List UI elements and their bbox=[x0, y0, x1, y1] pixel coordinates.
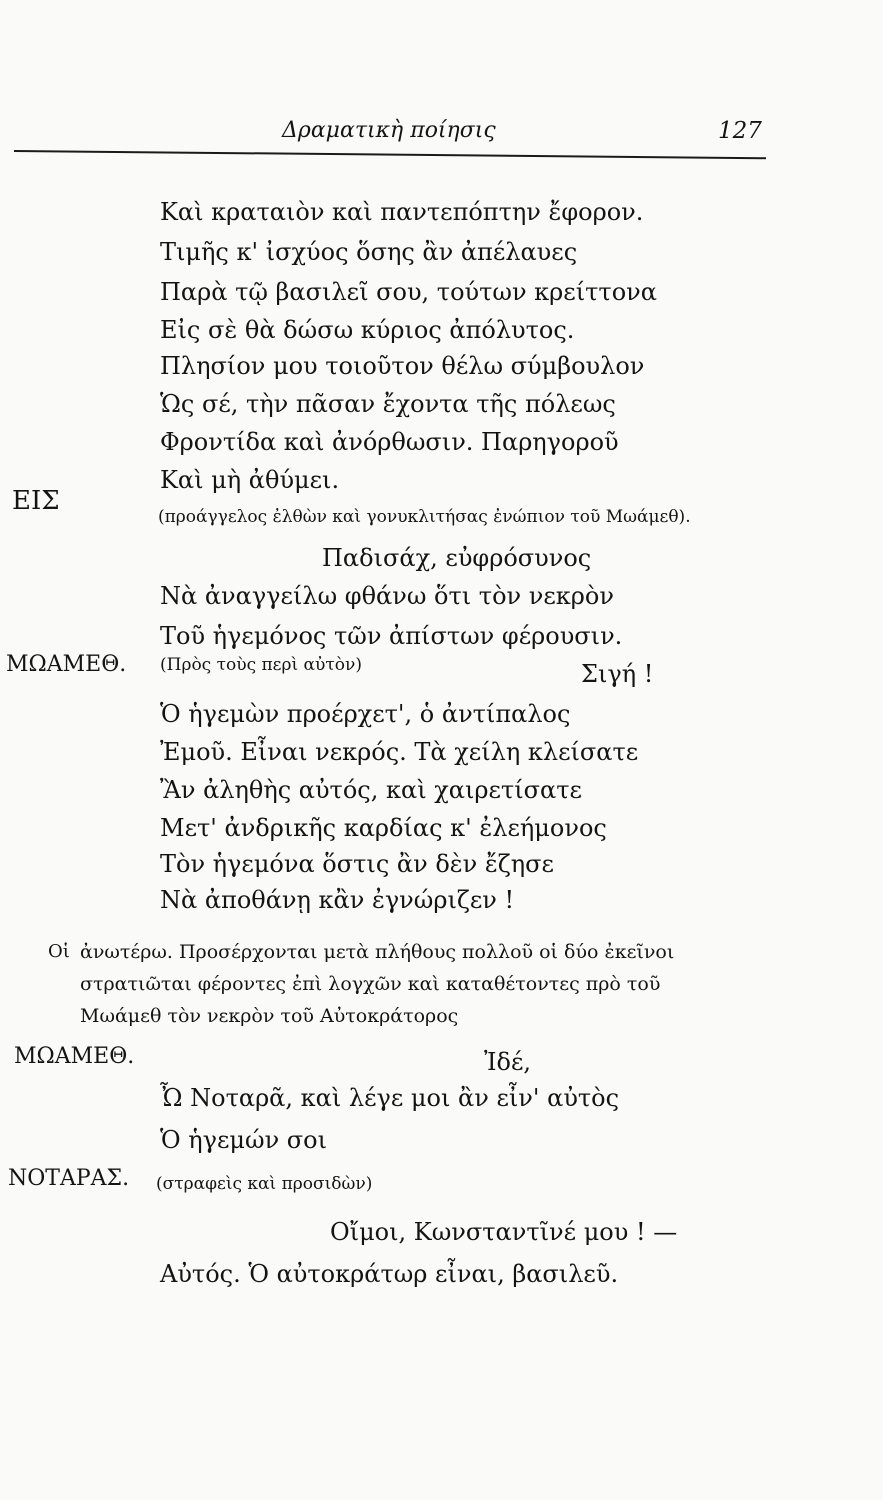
verse-line: Ὦ Νοταρᾶ, καὶ λέγε μοι ἂν εἶν' αὐτὸς bbox=[160, 1084, 620, 1112]
verse-line: Καὶ μὴ ἀθύμει. bbox=[160, 466, 340, 494]
verse-line: Ὡς σέ, τὴν πᾶσαν ἔχοντα τῆς πόλεως bbox=[160, 390, 616, 418]
verse-line: Τὸν ἡγεμόνα ὅστις ἂν δὲν ἔζησε bbox=[160, 850, 554, 878]
speaker-label: ΜΩΑΜΕΘ. bbox=[14, 1044, 135, 1069]
verse-line: Τοῦ ἡγεμόνος τῶν ἀπίστων φέρουσιν. bbox=[160, 622, 623, 650]
speaker-label: ΝΟΤΑΡΑΣ. bbox=[8, 1166, 130, 1191]
stage-direction-line: Μωάμεθ τὸν νεκρὸν τοῦ Αὐτοκράτορος bbox=[80, 1005, 459, 1027]
verse-line: Νὰ ἀποθάνῃ κἂν ἐγνώριζεν ! bbox=[160, 886, 515, 914]
verse-line: Μετ' ἀνδρικῆς καρδίας κ' ἐλεήμονος bbox=[160, 814, 607, 842]
stage-direction-paragraph bbox=[48, 936, 770, 1032]
verse-line: Σιγή ! bbox=[581, 660, 654, 688]
stage-direction-line: στρατιῶται φέροντες ἐπὶ λογχῶν καὶ καταθέτοντες πρὸ τοῦ bbox=[80, 973, 661, 995]
verse-line: Καὶ κραταιὸν καὶ παντεπόπτην ἔφορον. bbox=[160, 198, 644, 226]
verse-line: Ὁ ἡγεμών σοι bbox=[160, 1126, 328, 1154]
verse-line: Εἰς σὲ θὰ δώσω κύριος ἀπόλυτος. bbox=[160, 316, 575, 344]
verse-line: Ὁ ἡγεμὼν προέρχετ', ὁ ἀντίπαλος bbox=[160, 700, 571, 728]
verse-line: Ἰδέ, bbox=[484, 1048, 532, 1076]
speaker-label: ΜΩΑΜΕΘ. bbox=[6, 652, 127, 677]
verse-line: Τιμῆς κ' ἰσχύος ὅσης ἂν ἀπέλαυες bbox=[160, 238, 578, 266]
verse-line: Ἂν ἀληθὴς αὐτός, καὶ χαιρετίσατε bbox=[160, 776, 582, 804]
verse-line: Παρὰ τῷ βασιλεῖ σου, τούτων κρείττονα bbox=[160, 278, 657, 306]
verse-line: Αὐτός. Ὁ αὐτοκράτωρ εἶναι, βασιλεῦ. bbox=[160, 1260, 619, 1288]
verse-line: Οἴμοι, Κωνσταντῖνέ μου ! — bbox=[330, 1218, 678, 1246]
stage-direction-line: ἀνωτέρω. Προσέρχονται μετὰ πλήθους πολλοῦ οἱ δύο ἐκεῖνοι bbox=[80, 941, 675, 963]
verse-line: Πλησίον μου τοιοῦτον θέλω σύμβουλον bbox=[160, 352, 645, 380]
speaker-label: ΕΙΣ bbox=[12, 486, 60, 516]
stage-direction: (προάγγελος ἐλθὼν καὶ γονυκλιτήσας ἐνώπιον τοῦ Μωάμεθ). bbox=[158, 507, 691, 527]
verse-line: Φροντίδα καὶ ἀνόρθωσιν. Παρηγοροῦ bbox=[160, 428, 619, 456]
stage-direction-prefix: Οἱ bbox=[48, 941, 70, 962]
running-header-title: Δραματικὴ ποίησις bbox=[282, 118, 496, 143]
stage-direction: (Πρὸς τοὺς περὶ αὐτὸν) bbox=[160, 655, 362, 675]
verse-line: Νὰ ἀναγγείλω φθάνω ὅτι τὸν νεκρὸν bbox=[160, 582, 614, 610]
verse-line: Παδισάχ, εὐφρόσυνος bbox=[322, 544, 592, 572]
verse-line: Ἐμοῦ. Εἶναι νεκρός. Τὰ χείλη κλείσατε bbox=[160, 738, 639, 766]
stage-direction: (στραφεὶς καὶ προσιδὼν) bbox=[156, 1174, 373, 1194]
header-rule bbox=[14, 150, 766, 159]
page-number: 127 bbox=[718, 118, 762, 144]
